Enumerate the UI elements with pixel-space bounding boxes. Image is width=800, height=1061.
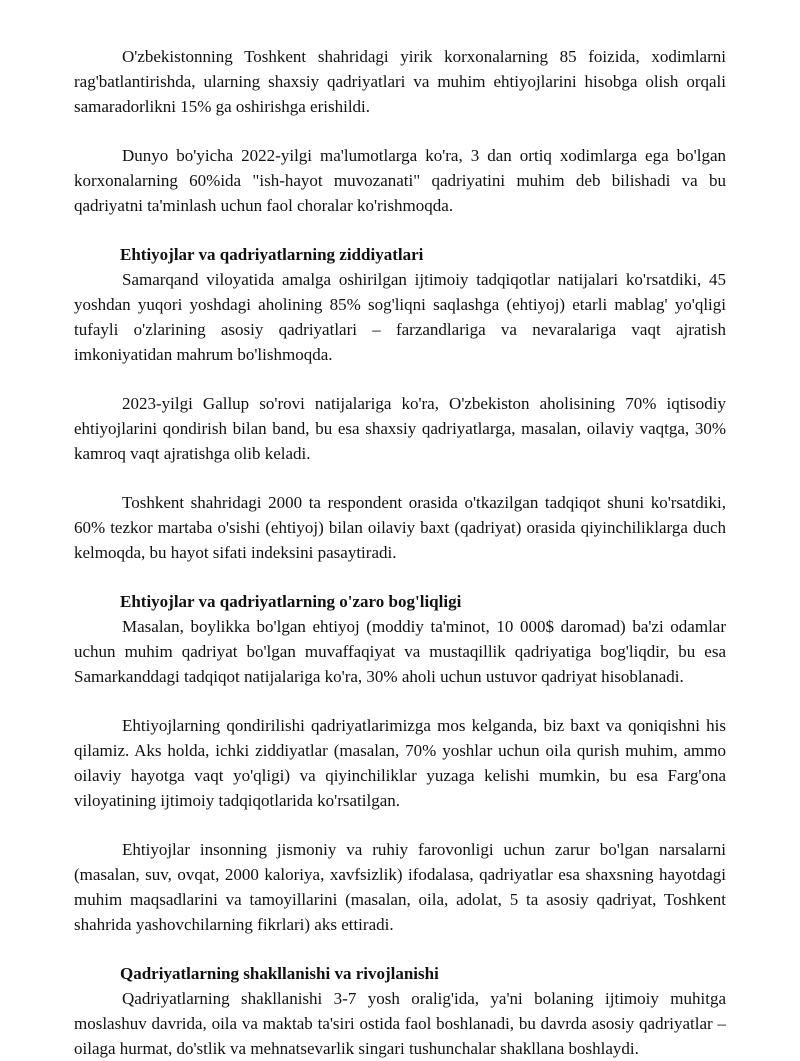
paragraph: Ehtiyojlar insonning jismoniy va ruhiy farovonligi uchun zarur bo'lgan narsalarni (masalan, suv, ovqat, 2000 kaloriya, xavfsizlik) ifodalasa, qadriyatlar esa shaxsning hayotdagi muhim maqsadlarini va tamoyillarini (masalan, oila, adolat, 5 ta asosiy qadriyat, Toshkent shahrida yashovchilarning fikrlari) aks ettiradi. <box>74 840 726 934</box>
paragraph: 2023-yilgi Gallup so'rovi natijalariga ko'ra, O'zbekiston aholisining 70% iqtisodiy ehtiyojlarini qondirish bilan band, bu esa shaxsiy qadriyatlarga, masalan, oilaviy vaqtga, 30% kamroq vaqt ajratishga olib keladi. <box>74 394 726 463</box>
paragraph: Masalan, boylikka bo'lgan ehtiyoj (moddiy ta'minot, 10 000$ daromad) ba'zi odamlar uchun muhim qadriyat bo'lgan muvaffaqiyat va mustaqillik qadriyatiga bog'liqdir, bu esa Samarkanddagi tadqiqot natijalariga ko'ra, 30% aholi uchun ustuvor qadriyat hisoblanadi. <box>74 617 726 686</box>
paragraph: Toshkent shahridagi 2000 ta respondent orasida o'tkazilgan tadqiqot shuni ko'rsatdiki, 60% tezkor martaba o'sishi (ehtiyoj) bilan oilaviy baxt (qadriyat) orasida qiyinchiliklarga duch kelmoqda, bu hayot sifati indeksini pasaytiradi. <box>74 493 726 562</box>
section-heading: Qadriyatlarning shakllanishi va rivojlanishi <box>120 964 439 983</box>
paragraph: Ehtiyojlarning qondirilishi qadriyatlarimizga mos kelganda, biz baxt va qoniqishni his qilamiz. Aks holda, ichki ziddiyatlar (masalan, 70% yoshlar uchun oila qurish muhim, ammo oilaviy hayotga vaqt yo'qligi) va qiyinchiliklar yuzaga kelishi mumkin, bu esa Farg'ona viloyatining ijtimoiy tadqiqotlarida ko'rsatilgan. <box>74 716 726 810</box>
document-page <box>74 44 726 1061</box>
paragraph: O'zbekistonning Toshkent shahridagi yirik korxonalarning 85 foizida, xodimlarni rag'batlantirishda, ularning shaxsiy qadriyatlari va muhim ehtiyojlarini hisobga olish orqali samaradorlikni 15% ga oshirishga erishildi. <box>74 47 726 116</box>
paragraph: Qadriyatlarning shakllanishi 3-7 yosh oralig'ida, ya'ni bolaning ijtimoiy muhitga moslashuv davrida, oila va maktab ta'siri ostida faol boshlanadi, bu davrda asosiy qadriyatlar – oilaga hurmat, do'stlik va mehnatsevarlik singari tushunchalar shakllana boshlaydi. <box>74 989 726 1058</box>
section-heading: Ehtiyojlar va qadriyatlarning ziddiyatlari <box>120 245 424 264</box>
paragraph: Samarqand viloyatida amalga oshirilgan ijtimoiy tadqiqotlar natijalari ko'rsatdiki, 45 yoshdan yuqori yoshdagi aholining 85% sog'liqni saqlashga (ehtiyoj) etarli mablag' yo'qligi tufayli o'zlarining asosiy qadriyatlari – farzandlariga va nevaralariga vaqt ajratish imkoniyatidan mahrum bo'lishmoqda. <box>74 270 726 364</box>
paragraph: Dunyo bo'yicha 2022-yilgi ma'lumotlarga ko'ra, 3 dan ortiq xodimlarga ega bo'lgan korxonalarning 60%ida "ish-hayot muvozanati" qadriyatini muhim deb bilishadi va bu qadriyatni ta'minlash uchun faol choralar ko'rishmoqda. <box>74 146 726 215</box>
section-heading: Ehtiyojlar va qadriyatlarning o'zaro bog'liqligi <box>120 592 462 611</box>
